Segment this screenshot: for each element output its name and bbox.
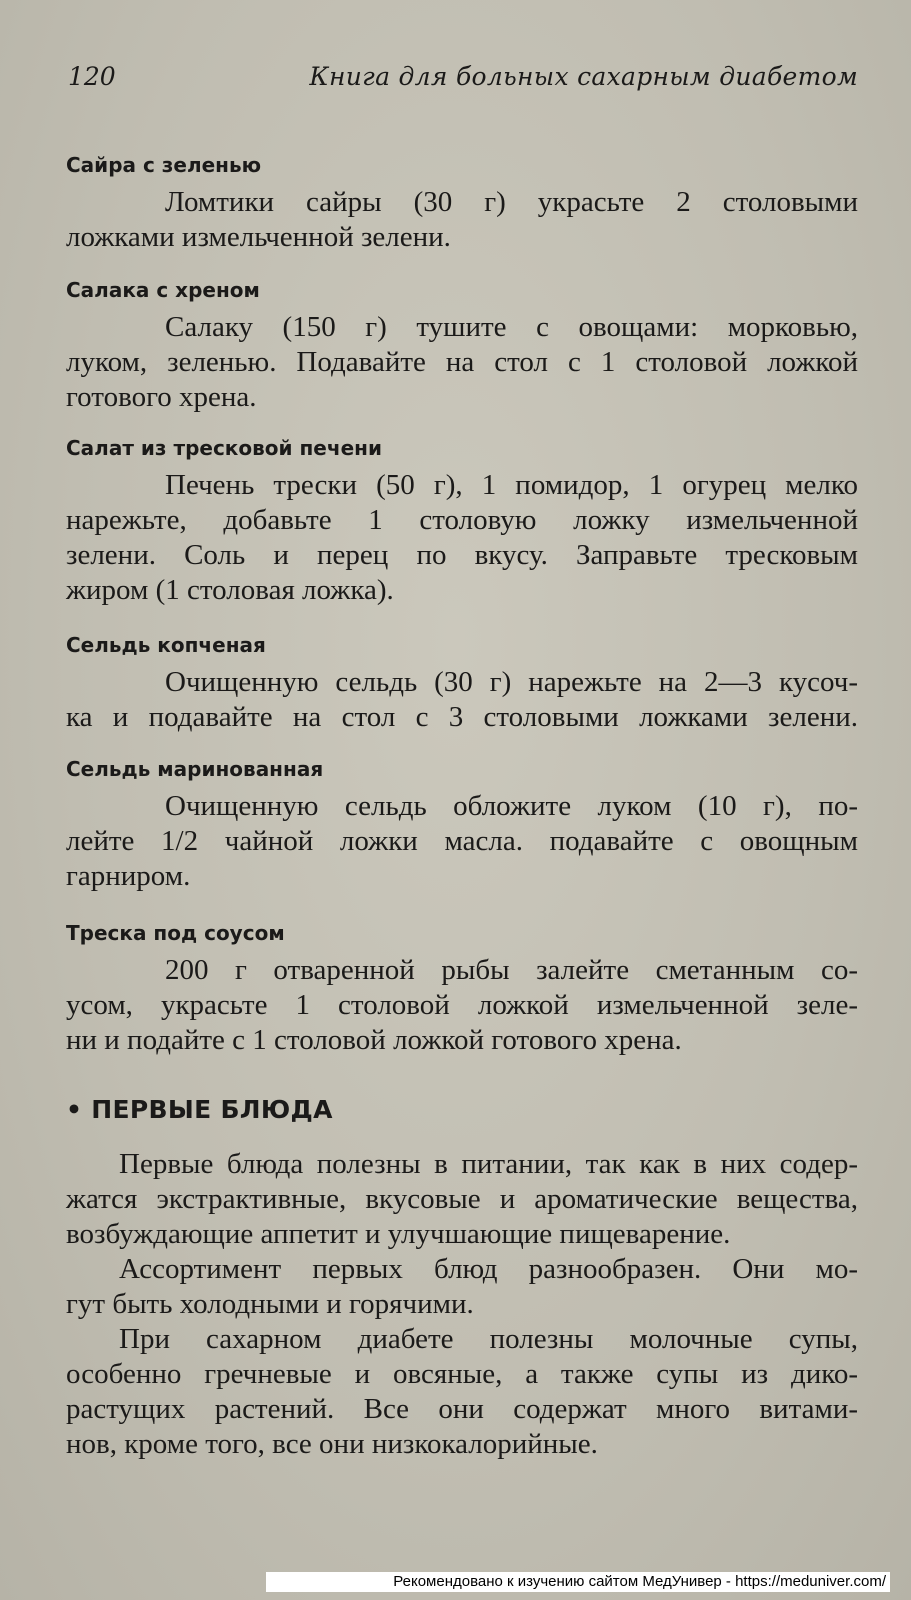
recipe-text-line: лейте 1/2 чайной ложки масла. подавайте с овощным bbox=[66, 825, 858, 857]
recipe-title: Сельдь копченая bbox=[66, 633, 266, 657]
recipe-text-line: нарежьте, добавьте 1 столовую ложку измельченной bbox=[66, 504, 858, 536]
recipe-text-line: Ломтики сайры (30 г) украсьте 2 столовыми bbox=[165, 186, 858, 218]
section-text-line: Ассортимент первых блюд разнообразен. Они мо- bbox=[119, 1253, 858, 1285]
recipe-cod-liver-salad bbox=[66, 434, 858, 608]
recipe-title: Сельдь маринованная bbox=[66, 757, 324, 781]
section-text-line: Первые блюда полезны в питании, так как в них содер- bbox=[119, 1148, 858, 1180]
section-text-line: нов, кроме того, все они низкокалорийные. bbox=[66, 1428, 598, 1460]
section-text-line: особенно гречневые и овсяные, а также супы из дико- bbox=[66, 1358, 858, 1390]
recipe-smoked-herring bbox=[66, 631, 858, 735]
recipe-marinated-herring bbox=[66, 755, 858, 894]
recipe-text-line: Печень трески (50 г), 1 помидор, 1 огурец мелко bbox=[165, 469, 858, 501]
recipe-text-line: ложками измельченной зелени. bbox=[66, 221, 451, 253]
section-text-line: жатся экстрактивные, вкусовые и ароматические вещества, bbox=[66, 1183, 858, 1215]
section-text-line: При сахарном диабете полезны молочные супы, bbox=[119, 1323, 858, 1355]
recipe-text-line: Очищенную сельдь обложите луком (10 г), по- bbox=[165, 790, 858, 822]
footer-watermark: Рекомендовано к изучению сайтом МедУнивер - https://meduniver.com/ bbox=[266, 1572, 890, 1592]
section-text-line: гут быть холодными и горячими. bbox=[66, 1288, 474, 1320]
section-body bbox=[66, 1147, 858, 1462]
page-header bbox=[68, 62, 858, 98]
recipe-text-line: Очищенную сельдь (30 г) нарежьте на 2—3 кусоч- bbox=[165, 666, 858, 698]
section-text-line: возбуждающие аппетит и улучшающие пищеварение. bbox=[66, 1218, 731, 1250]
recipe-title: Сайра с зеленью bbox=[66, 153, 262, 177]
recipe-text-line: Салаку (150 г) тушите с овощами: морковью, bbox=[165, 311, 858, 343]
recipe-text-line: усом, украсьте 1 столовой ложкой измельченной зеле- bbox=[66, 989, 858, 1021]
recipe-title: Салака с хреном bbox=[66, 278, 260, 302]
running-title: Книга для больных сахарным диабетом bbox=[309, 62, 858, 91]
section-heading: • ПЕРВЫЕ БЛЮДА bbox=[66, 1095, 333, 1124]
recipe-text-line: ни и подайте с 1 столовой ложкой готового хрена. bbox=[66, 1024, 682, 1056]
section-text-line: растущих растений. Все они содержат много витами- bbox=[66, 1393, 858, 1425]
recipe-text-line: зелени. Соль и перец по вкусу. Заправьте тресковым bbox=[66, 539, 858, 571]
recipe-title: Треска под соусом bbox=[66, 921, 285, 945]
recipe-salaka bbox=[66, 276, 858, 415]
recipe-text-line: готового хрена. bbox=[66, 381, 257, 413]
recipe-cod-with-sauce bbox=[66, 919, 858, 1058]
recipe-text-line: ка и подавайте на стол с 3 столовыми ложками зелени. bbox=[66, 701, 858, 733]
recipe-sayra bbox=[66, 151, 858, 255]
recipe-text-line: гарниром. bbox=[66, 860, 191, 892]
page-number: 120 bbox=[68, 62, 116, 91]
recipe-title: Салат из тресковой печени bbox=[66, 436, 382, 460]
recipe-text-line: луком, зеленью. Подавайте на стол с 1 столовой ложкой bbox=[66, 346, 858, 378]
recipe-text-line: 200 г отваренной рыбы залейте сметанным со- bbox=[165, 954, 858, 986]
recipe-text-line: жиром (1 столовая ложка). bbox=[66, 574, 394, 606]
